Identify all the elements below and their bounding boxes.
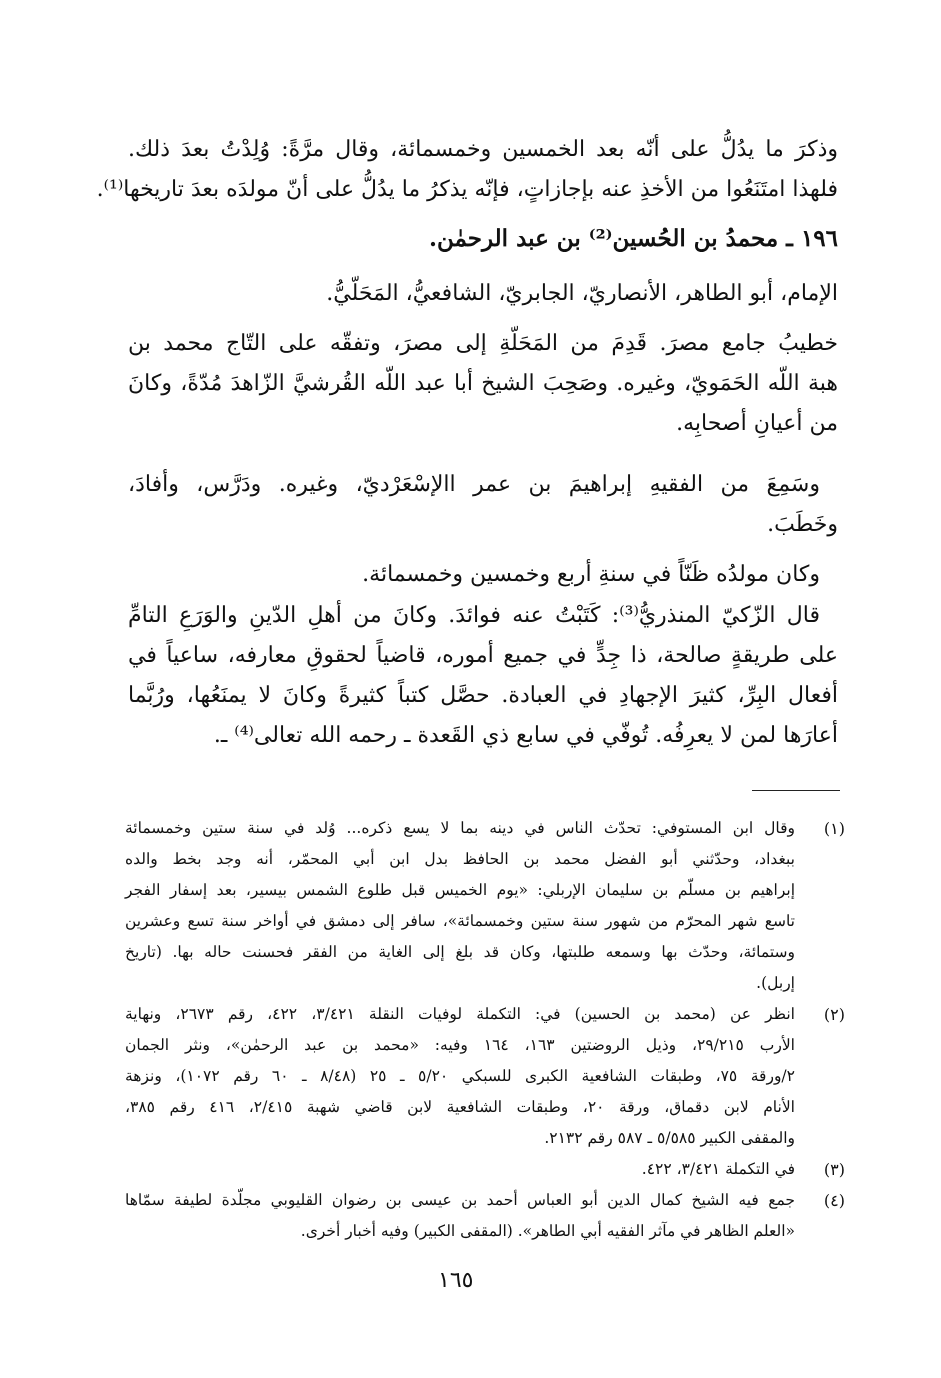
footnote-line: في التكملة ٣/٤٢١، ٤٢٢.	[641, 1160, 795, 1178]
footnote-line: تاسع شهر المحرّم من شهور سنة ستين وخمسمائة»، سافر إلى دمشق في أواخر سنة تسع وعشرين	[125, 912, 795, 930]
footnote-line: وقال ابن المستوفي: تحدّث الناس في دينه بما لا يسع ذكره... وُلد في سنة ستين وخمسمائة	[125, 819, 795, 837]
entry-paragraph-1	[128, 324, 838, 444]
entry-paragraph-3	[128, 555, 838, 595]
footnote-3	[125, 1154, 845, 1185]
paragraph-line: وكان مولدُه ظَنّاً في سنةِ أربع وخمسين وخمسمائة.	[362, 562, 820, 587]
paragraph-line: أعارَها لمن لا يعرِفُه. تُوفّي في سابع ذي القَعدة ـ رحمه الله تعالى⁽⁴⁾ ـ.	[213, 723, 838, 748]
footnotes	[125, 813, 845, 1247]
footnote-line: الأنام لابن دقماق، ورقة ٢٠، وطبقات الشافعية لابن قاضي شهبة ٢/٤١٥، ٤١٦ رقم ٣٨٥،	[125, 1098, 795, 1116]
page-number: ١٦٥	[438, 1268, 474, 1293]
footnote-line: إربل).	[756, 974, 795, 992]
intro-line: وذكرَ ما يدُلُّ على أنّه بعد الخمسين وخمسمائة، وقال مرَّةً: وُلِدْتُ بعدَ ذلك.	[128, 137, 838, 162]
footnote-divider	[752, 790, 840, 791]
footnote-line: ٢/ورقة ٧٥، وطبقات الشافعية الكبرى للسبكي ٥/٢٠ ـ ٢٥ (٨/٤٨ ـ ٦٠ رقم ١٠٧٢)، ونزهة	[125, 1067, 795, 1085]
footnote-number: (٣)	[823, 1160, 845, 1179]
footnote-1	[125, 813, 845, 999]
paragraph-line: من أعيانِ أصحابِه.	[676, 411, 838, 436]
entry-paragraph-2	[128, 465, 838, 545]
footnote-line: ببغداد، وحدّثني أبو الفضل محمد بن الحافظ بدل ابن أبي المحمّر، أنه وجد بخط والده	[125, 850, 795, 868]
footnote-line: انظر عن (محمد بن الحسين) في: التكملة لوفيات النقلة ٣/٤٢١، ٤٢٢، رقم ٢٦٧٣، ونهاية	[125, 1005, 795, 1023]
entry-titles	[128, 274, 838, 314]
entry-heading: ١٩٦ ـ محمدُ بن الحُسين⁽²⁾ بن عبد الرحمٰن.	[428, 225, 838, 252]
footnote-line: جمع فيه الشيخ كمال الدين أبو العباس أحمد بن عيسى بن رضوان القليوبي مجلّدة لطيفة سمّاها	[125, 1191, 795, 1209]
intro-line: فلهذا امتَنَعُوا من الأخذِ عنه بإجازاتٍ، فإنّه يذكرُ ما يدُلُّ على أنّ مولدَه بعدَ تاريخها⁽¹⁾.	[96, 177, 838, 202]
footnote-line: «العلم الظاهر في مآثر الفقيه أبي الطاهر». (المقفى الكبير) وفيه أخبار أخرى.	[300, 1222, 795, 1240]
paragraph-line: أفعال البِرِّ، كثيرَ الإجهادِ في العبادة. حصَّل كتباً كثيرةً وكانَ لا يمنَعُها، ورُبَّما	[128, 683, 838, 708]
paragraph-line: خطيبُ جامع مصرَ. قَدِمَ من المَحَلّةِ إلى مصرَ، وتفقّه على التّاج محمد بن	[128, 331, 838, 356]
footnote-line: إبراهيم بن مسلّم بن سليمان الإربلي: «يوم الخميس قبل طلوع الشمس بيسير، بعد إسفار الفجر	[125, 881, 795, 899]
paragraph-line: هبة اللّه الحَمَويّ، وغيره. وصَحِبَ الشيخ أبا عبد اللّه القُرشيَّ الزّاهدَ مُدّةً، وكانَ	[128, 371, 838, 396]
footnote-line: وستمائة، وحدّث بها وسمعه طلبتها، وكان قد بلغ إلى الغاية من الفقر فحسنت حاله بها. (تاريخ	[125, 943, 795, 961]
footnote-line: الأرب ٢٩/٢١٥، وذيل الروضتين ١٦٣، ١٦٤ وفيه: «محمد بن عبد الرحمٰن»، ونثر الجمان	[125, 1036, 795, 1054]
titles-line: الإمام، أبو الطاهر، الأنصاريّ، الجابريّ، الشافعيُّ، المَحَلّيُّ.	[326, 281, 838, 306]
footnote-number: (١)	[823, 819, 845, 838]
paragraph-line: وخَطَبَ.	[767, 512, 838, 537]
paragraph-line: وسَمِعَ من الفقيهِ إبراهيمَ بن عمر االإسْعَرْديّ، وغيره. ودَرَّس، وأفادَ،	[128, 472, 820, 497]
footnote-4	[125, 1185, 845, 1247]
footnote-2	[125, 999, 845, 1154]
entry-paragraph-4	[128, 596, 838, 756]
footnote-number: (٢)	[823, 1005, 845, 1024]
paragraph-line: على طريقةٍ صالحة، ذا جِدٍّ في جميع أموره، قاضياً لحقوقِ معارفه، ساعياً في	[128, 643, 838, 668]
footnote-line: والمقفى الكبير ٥/٥٨٥ ـ ٥٨٧ رقم ٢١٣٢.	[544, 1129, 795, 1147]
footnote-number: (٤)	[823, 1191, 845, 1210]
paragraph-line: قال الزّكيّ المنذريُّ⁽³⁾: كَتَبْتُ عنه فوائدَ. وكانَ من أهلِ الدّينِ والوَرَعِ التامِّ	[128, 603, 820, 628]
intro-paragraph	[96, 130, 838, 210]
